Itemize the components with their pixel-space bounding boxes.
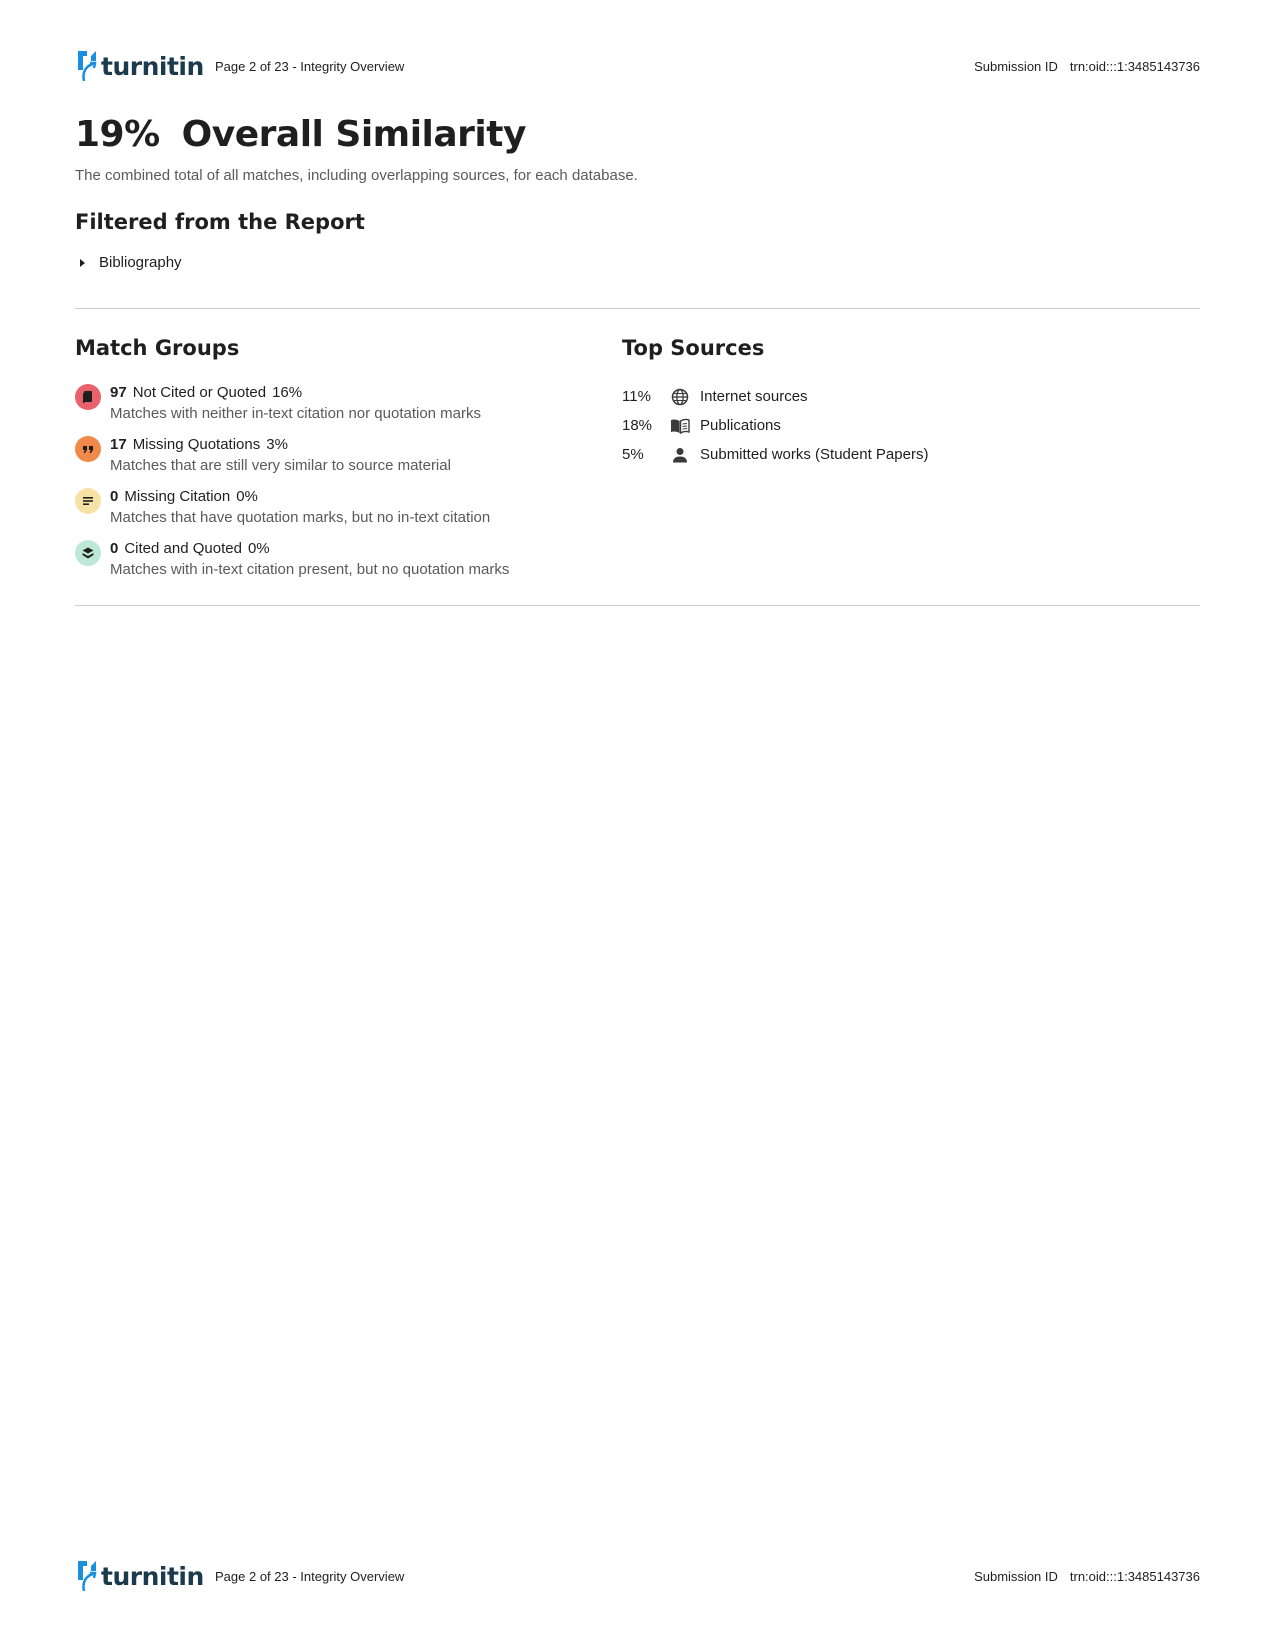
page-info: Page 2 of 23 - Integrity Overview [215, 1568, 405, 1584]
top-sources-heading: Top Sources [622, 336, 765, 360]
submission-id: trn:oid:::1:3485143736 [1069, 1568, 1200, 1584]
match-group-percent: 0% [236, 488, 258, 505]
match-group-label: Missing Citation [124, 488, 231, 505]
match-groups-list [75, 382, 595, 590]
turnitin-logo [75, 48, 215, 84]
match-group-description: Matches that are still very similar to source material [110, 457, 451, 474]
document-icon [75, 384, 101, 410]
page-info: Page 2 of 23 - Integrity Overview [215, 58, 405, 74]
overall-percent: 19% [75, 114, 160, 155]
filter-item-bibliography[interactable] [80, 254, 182, 271]
submission-info [974, 1569, 1200, 1584]
match-group-count: 0 [110, 488, 119, 505]
submission-label: Submission ID [974, 1568, 1058, 1584]
top-source-submitted-works[interactable] [622, 440, 1182, 469]
match-group-label: Cited and Quoted [124, 540, 242, 557]
top-source-percent: 18% [622, 417, 653, 434]
globe-icon [670, 387, 690, 407]
filtered-section [75, 210, 365, 234]
match-group-percent: 16% [272, 384, 303, 401]
match-group-count: 17 [110, 436, 127, 453]
page-footer [75, 1556, 1200, 1596]
turnitin-logo-icon [75, 48, 99, 84]
match-group-missing-citation[interactable] [75, 486, 595, 538]
top-source-percent: 11% [622, 388, 651, 405]
match-group-count: 97 [110, 384, 127, 401]
match-group-description: Matches with neither in-text citation nor quotation marks [110, 405, 482, 422]
top-source-internet[interactable] [622, 382, 1182, 411]
match-groups-heading: Match Groups [75, 336, 240, 360]
top-source-label: Submitted works (Student Papers) [700, 446, 929, 463]
page-header [75, 46, 1200, 86]
filter-item-label: Bibliography [99, 254, 182, 271]
lines-icon [75, 488, 101, 514]
quote-icon [75, 436, 101, 462]
match-group-percent: 3% [266, 436, 288, 453]
page-title [75, 114, 526, 155]
person-icon [670, 445, 690, 465]
match-group-not-cited[interactable] [75, 382, 595, 434]
logo-wordmark: turnitin [101, 1561, 204, 1591]
match-group-description: Matches with in-text citation present, but no quotation marks [110, 561, 510, 578]
match-group-label: Not Cited or Quoted [132, 384, 267, 401]
match-group-label: Missing Quotations [132, 436, 261, 453]
match-group-count: 0 [110, 540, 119, 557]
match-groups-section [75, 336, 595, 590]
submission-label: Submission ID [974, 58, 1058, 74]
filtered-heading: Filtered from the Report [75, 210, 365, 234]
submission-id: trn:oid:::1:3485143736 [1069, 58, 1200, 74]
turnitin-logo [75, 1558, 215, 1594]
match-group-percent: 0% [247, 540, 270, 557]
overall-title: Overall Similarity [181, 114, 526, 155]
divider [75, 605, 1200, 606]
top-sources-list [622, 382, 1182, 469]
match-group-missing-quotations[interactable] [75, 434, 595, 486]
top-source-label: Publications [700, 417, 781, 434]
top-source-percent: 5% [622, 446, 644, 463]
caret-right-icon [80, 259, 85, 267]
top-source-publications[interactable] [622, 411, 1182, 440]
page-subtitle: The combined total of all matches, including overlapping sources, for each database. [75, 167, 638, 184]
submission-info [974, 59, 1200, 74]
turnitin-logo-icon [75, 1558, 99, 1594]
match-group-description: Matches that have quotation marks, but no in-text citation [110, 509, 491, 526]
logo-wordmark: turnitin [101, 51, 204, 81]
match-group-cited-quoted[interactable] [75, 538, 595, 590]
book-icon [670, 416, 690, 436]
top-sources-section [622, 336, 1182, 469]
divider [75, 308, 1200, 309]
layers-check-icon [75, 540, 101, 566]
top-source-label: Internet sources [700, 388, 808, 405]
